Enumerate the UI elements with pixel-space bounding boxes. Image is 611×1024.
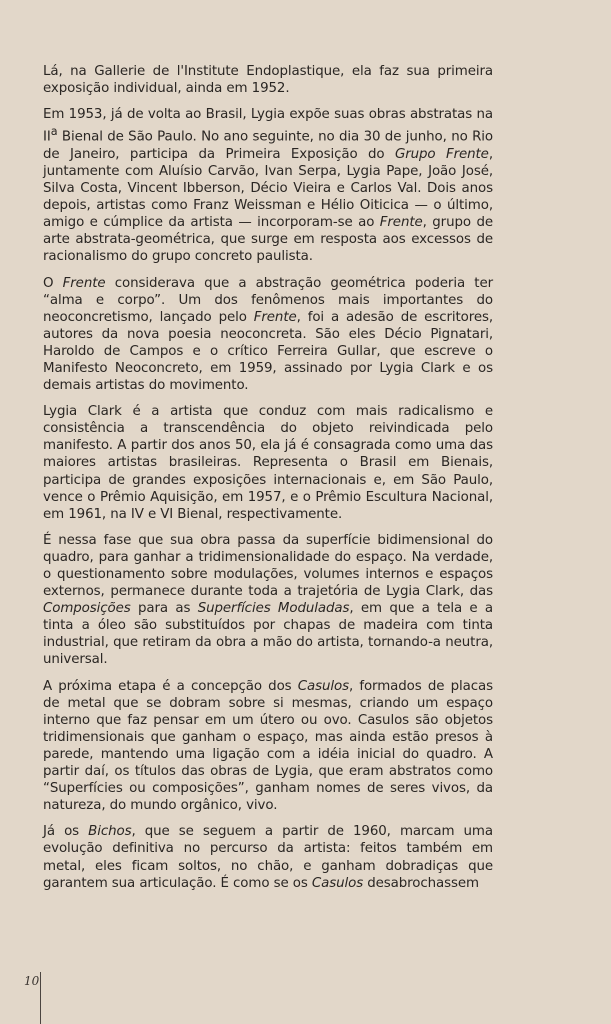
italic-term: Frente	[253, 309, 297, 325]
text-run: Em 1953, já de volta ao Brasil, Lygia expõe suas obras abstratas na II	[43, 107, 493, 145]
italic-term: Casulos	[297, 678, 349, 694]
text-run: , formados de placas de metal que se dobram sobre si mesmas, criando um espaço interno que faz pensar em um útero ou ovo. Casulos são objetos tridimensionais que ganham o espaço, mas ainda estão presos à parede, mantendo uma ligação com a idéia inicial do quadro. A partir daí, os títulos das obras de Lygia, que eram abstratos como “Superfícies ou composições”, ganham nomes de seres vivos, da natureza, do mundo orgânico, vivo.	[43, 678, 493, 814]
text-run: Já os	[43, 824, 89, 840]
paragraph	[43, 678, 493, 815]
text-run: , foi a adesão de escritores, autores da nova poesia neoconcreta. São eles Décio Pignatari, Haroldo de Campos e o crítico Ferreira Gullar, que escreve o Manifesto Neoconcreto, em 1959, assinado por Lygia Clark e os demais artistas do movimento.	[43, 309, 494, 394]
text-run: Lygia Clark é a artista que conduz com mais radicalismo e consistência a transcendência do objeto reivindicada pelo manifesto. A partir dos anos 50, ela já é consagrada como uma das maiores artistas brasileiras. Representa o Brasil em Bienais, participa de grandes exposições internacionais e, em São Paulo, vence o Prêmio Aquisição, em 1957, e o Prêmio Escultura Nacional, em 1961, na IV e VI Bienal, respectivamente.	[43, 404, 493, 522]
text-run: É nessa fase que sua obra passa da superfície bidimensional do quadro, para ganhar a tridimensionalidade do espaço. Na verdade, o questionamento sobre modulações, volumes internos e espaços externos, permanece durante toda a trajetória de Lygia Clark, das	[43, 532, 493, 600]
italic-term: Casulos	[311, 875, 364, 891]
text-run: para as	[130, 601, 198, 617]
italic-term: Superfícies Moduladas	[197, 601, 350, 617]
italic-term: Bichos	[88, 824, 132, 840]
paragraph	[43, 106, 493, 265]
paragraph	[43, 275, 493, 395]
italic-term: Grupo Frente	[394, 146, 489, 162]
italic-term: Composições	[43, 601, 131, 617]
italic-term: Frente	[62, 275, 106, 291]
text-run: Lá, na Gallerie de l'Institute Endoplastique, ela faz sua primeira exposição individual, ainda em 1952.	[43, 64, 493, 97]
text-run: O	[43, 275, 63, 291]
paragraph	[43, 532, 493, 669]
text-run: A próxima etapa é a concepção dos	[43, 678, 298, 694]
margin-rule	[40, 972, 41, 1024]
text-run: , juntamente com Aluísio Carvão, Ivan Serpa, Lygia Pape, João José, Silva Costa, Vincent Ibberson, Décio Vieira e Carlos Val. Dois anos depois, artistas como Franz Weissman e Hélio Oiticica — o último, amigo e cúmplice da artista — incorporam-se ao	[43, 146, 493, 231]
paragraph	[43, 63, 493, 97]
ordinal-superscript: a	[50, 125, 58, 139]
body-text	[43, 63, 493, 892]
page-number: 10	[24, 974, 40, 988]
text-run: desabrochassem	[363, 875, 479, 891]
paragraph	[43, 823, 493, 891]
text-run: , grupo de arte abstrata-geométrica, que surge em resposta aos excessos de racionalismo do grupo concreto paulista.	[43, 215, 493, 265]
text-run: Bienal de São Paulo. No ano seguinte, no dia 30 de junho, no Rio de Janeiro, participa da Primeira Exposição do	[43, 129, 493, 162]
italic-term: Frente	[379, 215, 423, 231]
paragraph	[43, 403, 493, 523]
text-run: considerava que a abstração geométrica poderia ter “alma e corpo”. Um dos fenômenos mais importantes do neoconcretismo, lançado pelo	[43, 275, 493, 325]
text-run: , em que a tela e a tinta a óleo são substituídos por chapas de madeira com tinta industrial, que retiram da obra a mão do artista, tornando-a neutra, universal.	[43, 601, 494, 668]
text-run: , que se seguem a partir de 1960, marcam uma evolução definitiva no percurso da artista: feitos também em metal, eles ficam soltos, no chão, e ganham dobradiças que garantem sua articulação. É como se os	[43, 824, 493, 891]
